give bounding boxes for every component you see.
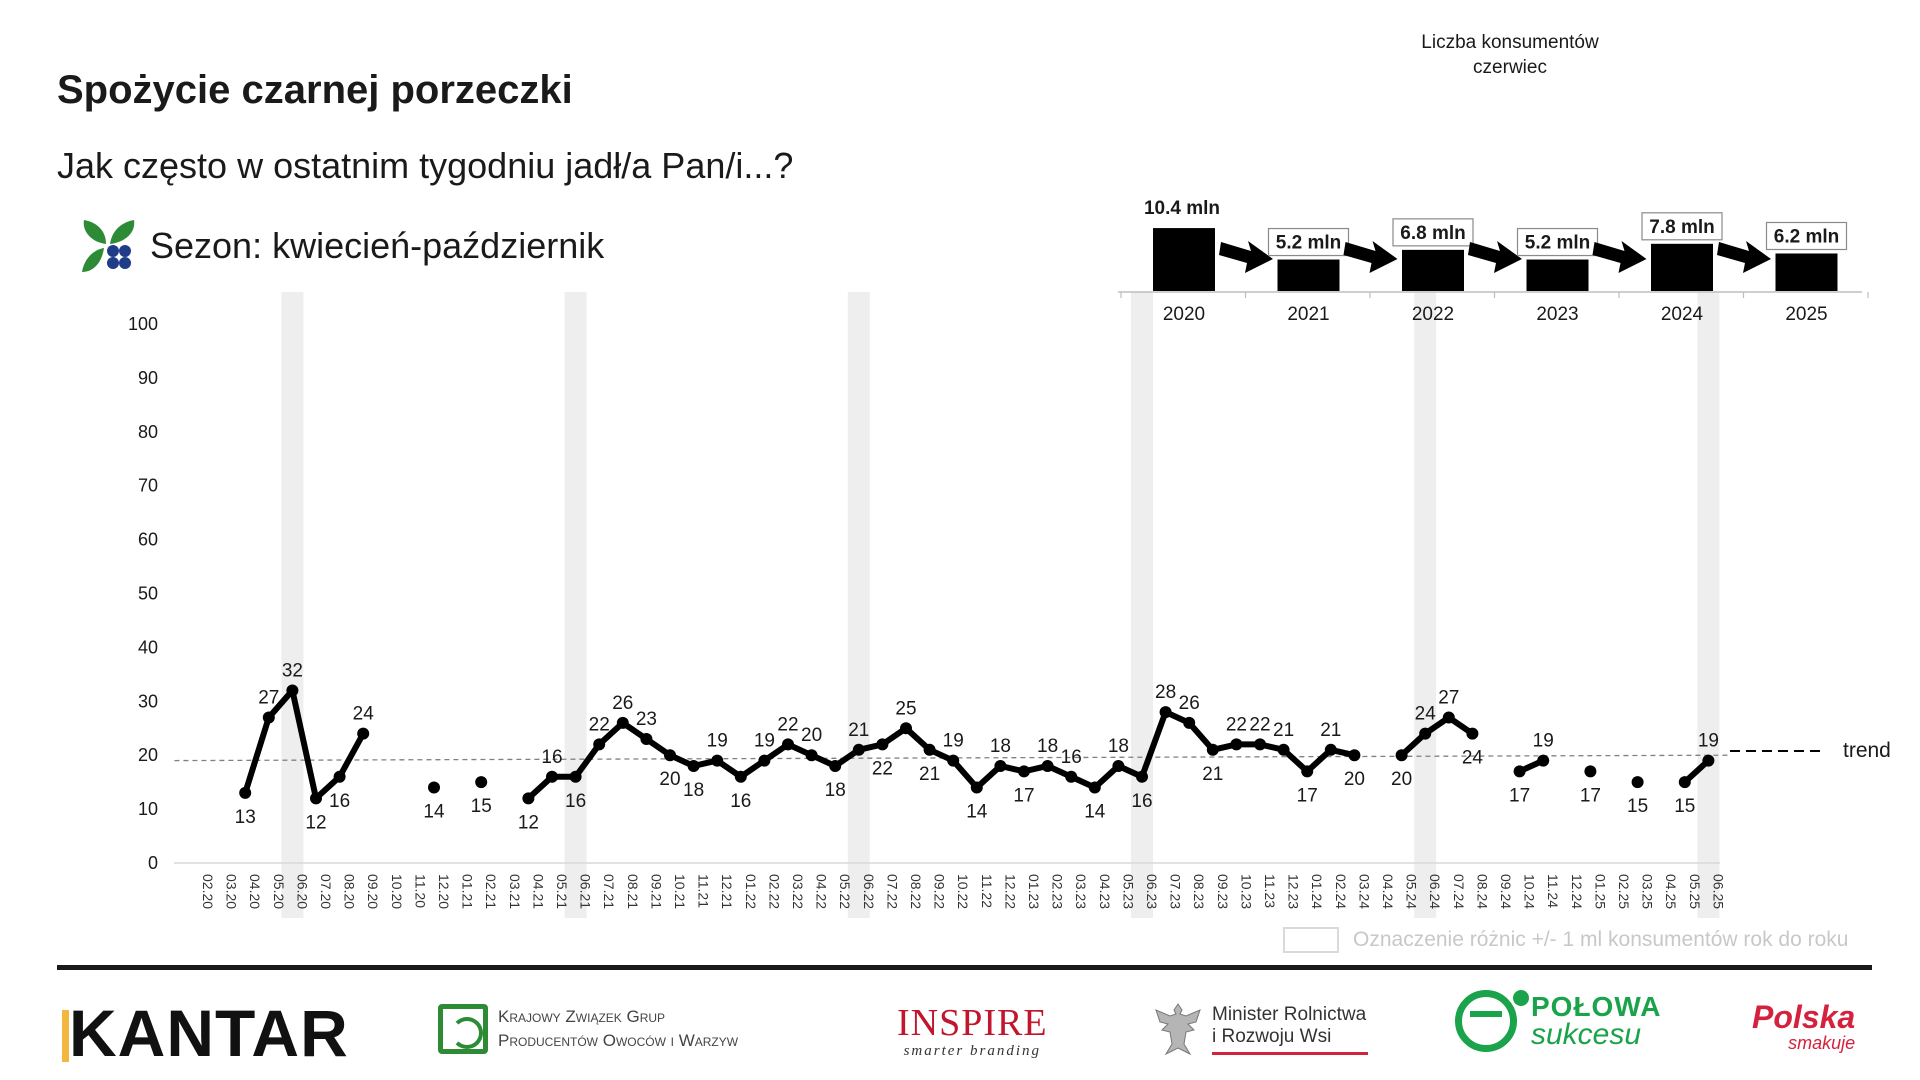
x-tick-label: 02.23	[1049, 874, 1066, 910]
x-tick-label: 06.20	[294, 874, 311, 910]
x-tick-label: 12.23	[1285, 874, 1302, 910]
x-tick-label: 11.20	[412, 874, 429, 908]
top-year-label: 2024	[1660, 304, 1704, 325]
data-label-05.20: 27	[258, 687, 280, 709]
data-point-12.22	[994, 760, 1006, 772]
x-tick-label: 10.23	[1238, 874, 1255, 910]
data-point-03.24	[1348, 749, 1360, 761]
data-point-03.22	[782, 738, 794, 750]
top-value-label: 6.2 mln	[1773, 226, 1840, 248]
minister-line1: Minister Rolnictwa	[1212, 1003, 1367, 1025]
data-labels	[235, 661, 1719, 834]
data-label-02.22: 19	[753, 730, 775, 752]
data-point-10.22	[947, 755, 959, 767]
x-tick-label: 08.20	[341, 874, 358, 910]
data-point-10.24	[1514, 765, 1526, 777]
kantar-logo: KANTAR	[62, 995, 349, 1071]
x-tick-label: 07.23	[1167, 874, 1184, 910]
data-label-01.22: 16	[730, 790, 752, 812]
data-label-05.24: 20	[1391, 769, 1413, 791]
data-label-11.22: 14	[966, 801, 988, 823]
data-label-03.23: 16	[1060, 746, 1082, 768]
y-tick-label: 100	[127, 314, 158, 334]
x-tick-label: 09.20	[365, 874, 382, 910]
x-tick-label: 05.20	[270, 874, 287, 910]
data-label-06.25: 19	[1697, 730, 1719, 752]
data-label-03.24: 20	[1343, 769, 1365, 791]
data-label-09.22: 21	[919, 763, 941, 785]
highlight-band-06.24	[1414, 292, 1436, 918]
x-tick-label: 10.24	[1521, 874, 1538, 910]
data-point-03.23	[1065, 771, 1077, 783]
data-point-05.20	[263, 711, 275, 723]
x-tick-label: 03.22	[790, 874, 806, 910]
top-bar-2024	[1651, 244, 1713, 291]
polowa-line1: POŁOWA	[1531, 991, 1662, 1022]
polska-line2: smakuje	[1788, 1033, 1856, 1053]
x-tick-label: 07.21	[601, 874, 618, 910]
x-tick-label: 01.23	[1026, 874, 1042, 910]
x-tick-label: 05.24	[1403, 874, 1420, 910]
x-tick-label: 03.23	[1073, 874, 1090, 910]
x-tick-label: 04.20	[247, 874, 264, 910]
highlight-band-06.25	[1697, 292, 1719, 918]
x-tick-label: 05.23	[1120, 874, 1137, 910]
data-label-09.20: 24	[352, 703, 374, 725]
minister-logo	[1150, 1000, 1368, 1058]
x-tick-label: 01.22	[742, 874, 759, 910]
top-chart-label-line1: Liczba konsumentów	[1421, 32, 1599, 53]
data-label-07.24: 27	[1438, 687, 1460, 709]
data-point-11.22	[971, 782, 983, 794]
highlight-band-06.22	[848, 292, 870, 918]
top-arrow-icon	[1344, 241, 1398, 273]
x-tick-label: 12.24	[1568, 874, 1585, 910]
data-label-01.24: 17	[1296, 785, 1318, 807]
season-row	[80, 218, 604, 274]
polska-line1: Polska	[1752, 999, 1856, 1035]
difference-legend	[1283, 927, 1848, 953]
data-label-12.20: 14	[423, 801, 445, 823]
data-point-04.21	[522, 792, 534, 804]
y-tick-label: 50	[137, 583, 158, 604]
data-label-10.22: 19	[942, 730, 964, 752]
x-tick-label: 03.20	[223, 874, 240, 910]
season-label: Sezon: kwiecień-październik	[150, 225, 605, 266]
data-label-02.21: 15	[470, 796, 492, 818]
data-point-06.25	[1702, 755, 1714, 767]
data-point-08.20	[334, 771, 346, 783]
x-tick-label: 03.25	[1639, 874, 1656, 910]
top-bar-2023	[1527, 260, 1589, 291]
data-label-11.21: 18	[683, 779, 705, 801]
data-label-07.23: 28	[1155, 682, 1177, 704]
inspire-tagline: smarter branding	[903, 1043, 1041, 1059]
data-point-05.21	[546, 771, 558, 783]
polowa-dot-icon	[1513, 990, 1529, 1006]
top-year-label: 2025	[1785, 304, 1828, 325]
data-point-07.20	[310, 792, 322, 804]
data-label-03.25: 15	[1627, 796, 1649, 818]
x-tick-label: 11.22	[978, 874, 995, 908]
x-tick-label: 04.24	[1380, 874, 1396, 910]
top-bar-chart	[1118, 198, 1868, 325]
data-point-02.22	[758, 755, 770, 767]
x-tick-label: 06.22	[860, 874, 877, 910]
top-arrow-icon	[1468, 241, 1522, 273]
y-tick-label: 80	[137, 421, 158, 442]
data-label-06.23: 16	[1131, 790, 1153, 812]
x-tick-label: 08.23	[1191, 874, 1208, 910]
x-tick-label: 02.22	[766, 874, 783, 910]
data-label-12.23: 21	[1273, 719, 1295, 741]
x-tick-label: 12.21	[719, 874, 736, 910]
data-point-12.20	[428, 782, 440, 794]
x-tick-label: 05.22	[837, 874, 854, 910]
y-tick-label: 10	[137, 799, 158, 820]
data-label-06.24: 24	[1414, 703, 1436, 725]
x-tick-label: 02.20	[200, 874, 216, 910]
page-subtitle: Jak często w ostatnim tygodniu jadł/a Pan/i...?	[57, 145, 794, 186]
data-label-05.25: 15	[1674, 796, 1696, 818]
data-label-08.22: 25	[895, 698, 917, 720]
data-label-04.23: 14	[1084, 801, 1106, 823]
x-tick-label: 12.22	[1002, 874, 1019, 910]
top-arrow-icon	[1717, 241, 1771, 273]
legend-text: Oznaczenie różnic +/- 1 ml konsumentów rok do roku	[1353, 928, 1849, 951]
top-chart-label-line2: czerwiec	[1473, 57, 1547, 78]
x-tick-label: 10.22	[955, 874, 972, 910]
highlight-band-06.23	[1131, 292, 1153, 918]
top-value-label: 5.2 mln	[1275, 232, 1342, 254]
top-value-label: 6.8 mln	[1400, 222, 1466, 244]
data-label-05.21: 16	[541, 746, 563, 768]
top-bar-2022	[1402, 250, 1464, 291]
data-label-10.21: 20	[659, 769, 681, 791]
x-tick-label: 11.21	[695, 874, 712, 908]
x-tick-label: 11.23	[1262, 874, 1278, 908]
data-point-05.22	[829, 760, 841, 772]
y-tick-label: 0	[147, 853, 158, 873]
data-point-02.21	[475, 776, 487, 788]
data-point-08.21	[617, 717, 629, 729]
x-tick-label: 11.24	[1545, 874, 1562, 908]
krajowy-line1: Krajowy Związek Grup	[498, 1007, 666, 1026]
top-bar-2025	[1776, 253, 1838, 291]
x-tick-label: 08.21	[624, 874, 641, 910]
data-label-07.21: 22	[588, 714, 610, 736]
x-tick-label: 03.21	[506, 874, 523, 910]
data-label-08.23: 26	[1178, 692, 1200, 714]
top-bar-2020	[1153, 228, 1215, 291]
x-tick-label: 04.22	[813, 874, 830, 910]
data-point-11.21	[688, 760, 700, 772]
top-chart-label	[1380, 30, 1640, 80]
data-label-04.21: 12	[517, 812, 539, 834]
y-tick-label: 30	[137, 691, 158, 712]
x-tick-label: 01.24	[1309, 874, 1326, 910]
data-label-04.22: 20	[801, 725, 823, 747]
data-point-05.25	[1679, 776, 1691, 788]
data-point-06.23	[1136, 771, 1148, 783]
x-tick-label: 06.23	[1144, 874, 1160, 910]
data-point-02.24	[1325, 744, 1337, 756]
data-point-08.24	[1466, 728, 1478, 740]
x-axis-ticks	[200, 874, 1726, 909]
x-tick-label: 06.24	[1427, 874, 1444, 910]
x-tick-label: 01.21	[459, 874, 476, 910]
krajowy-zwiazek-logo	[438, 1004, 738, 1054]
data-label-01.25: 17	[1579, 785, 1601, 807]
data-label-12.21: 19	[706, 730, 728, 752]
data-point-03.25	[1632, 776, 1644, 788]
data-label-11.24: 19	[1532, 730, 1554, 752]
x-tick-label: 02.24	[1332, 874, 1349, 910]
data-label-05.22: 18	[824, 779, 846, 801]
krajowy-line2: Producentów Owoców i Warzyw	[498, 1031, 739, 1050]
data-point-07.21	[593, 738, 605, 750]
trend-legend-label: trend	[1843, 739, 1891, 762]
x-tick-label: 01.25	[1592, 874, 1609, 910]
x-tick-label: 09.24	[1498, 874, 1514, 910]
data-point-08.22	[900, 722, 912, 734]
y-tick-label: 60	[137, 529, 158, 550]
top-year-label: 2020	[1162, 304, 1206, 325]
x-tick-label: 03.24	[1356, 874, 1373, 910]
data-point-10.21	[664, 749, 676, 761]
y-tick-label: 90	[137, 367, 158, 388]
polowa-line2: sukcesu	[1531, 1018, 1642, 1051]
data-point-11.23	[1254, 738, 1266, 750]
data-label-02.24: 21	[1320, 719, 1342, 741]
x-tick-label: 05.21	[554, 874, 570, 910]
data-points	[239, 685, 1714, 805]
top-value-label: 5.2 mln	[1524, 232, 1591, 254]
data-label-04.20: 13	[234, 806, 256, 828]
top-bar-2021	[1278, 260, 1340, 291]
polowa-sukcesu-logo	[1455, 990, 1661, 1052]
inspire-name: INSPIRE	[897, 1002, 1048, 1044]
data-label-12.22: 18	[989, 735, 1011, 757]
data-point-09.21	[640, 733, 652, 745]
y-tick-label: 20	[137, 745, 158, 766]
data-point-04.22	[806, 749, 818, 761]
data-label-10.23: 22	[1225, 714, 1247, 736]
data-point-10.23	[1230, 738, 1242, 750]
data-label-01.23: 17	[1013, 785, 1035, 807]
leaf-berry-icon	[80, 218, 136, 274]
data-label-09.23: 21	[1202, 763, 1224, 785]
top-year-label: 2022	[1411, 304, 1455, 325]
data-point-12.21	[711, 755, 723, 767]
data-point-09.20	[357, 728, 369, 740]
data-point-06.24	[1419, 728, 1431, 740]
top-arrow-icon	[1219, 241, 1273, 273]
legend-swatch	[1283, 927, 1339, 953]
data-point-05.24	[1396, 749, 1408, 761]
data-point-01.25	[1584, 765, 1596, 777]
data-point-06.20	[286, 685, 298, 697]
x-tick-label: 07.22	[884, 874, 901, 910]
x-tick-label: 04.21	[530, 874, 547, 910]
data-point-08.23	[1183, 717, 1195, 729]
data-point-01.24	[1301, 765, 1313, 777]
x-tick-label: 12.20	[436, 874, 452, 910]
data-point-09.22	[924, 744, 936, 756]
data-label-09.21: 23	[635, 709, 657, 731]
data-label-07.20: 12	[305, 812, 327, 834]
x-tick-label: 07.20	[318, 874, 334, 910]
data-point-07.23	[1160, 706, 1172, 718]
trend-legend	[1730, 739, 1891, 762]
top-value-label: 7.8 mln	[1649, 216, 1715, 238]
y-tick-label: 40	[137, 637, 158, 658]
data-label-10.24: 17	[1509, 785, 1531, 807]
data-label-08.21: 26	[612, 692, 634, 714]
x-tick-label: 05.25	[1686, 874, 1703, 910]
data-label-06.21: 16	[565, 790, 587, 812]
x-tick-label: 10.21	[672, 874, 688, 910]
x-tick-label: 04.25	[1663, 874, 1680, 910]
x-tick-label: 02.21	[483, 874, 500, 910]
data-point-06.22	[853, 744, 865, 756]
data-label-11.23: 22	[1249, 714, 1271, 736]
x-tick-label: 08.22	[908, 874, 924, 910]
x-tick-label: 06.25	[1710, 874, 1727, 910]
polska-smakuje-logo	[1752, 1000, 1855, 1052]
polowa-mark-icon	[1455, 990, 1517, 1052]
eagle-icon	[1150, 1000, 1206, 1058]
x-tick-label: 04.23	[1096, 874, 1113, 910]
y-axis-ticks	[128, 314, 158, 873]
minister-line2: i Rozwoju Wsi	[1212, 1025, 1332, 1047]
data-point-07.24	[1443, 711, 1455, 723]
top-value-label: 10.4 mln	[1143, 198, 1221, 220]
krajowy-mark-icon	[438, 1004, 488, 1054]
data-label-03.22: 22	[777, 714, 799, 736]
data-point-01.23	[1018, 765, 1030, 777]
x-tick-label: 10.20	[388, 874, 405, 910]
data-point-01.22	[735, 771, 747, 783]
y-tick-label: 70	[137, 475, 158, 496]
top-year-label: 2023	[1536, 304, 1579, 325]
x-tick-label: 09.22	[931, 874, 948, 910]
data-label-05.23: 18	[1107, 735, 1129, 757]
x-tick-label: 06.21	[577, 874, 594, 910]
data-point-04.23	[1089, 782, 1101, 794]
data-label-08.24: 24	[1461, 747, 1483, 769]
data-point-04.20	[239, 787, 251, 799]
data-label-06.22: 21	[848, 719, 870, 741]
data-point-07.22	[876, 738, 888, 750]
data-label-02.23: 18	[1037, 735, 1059, 757]
data-label-06.20: 32	[281, 660, 303, 682]
data-point-09.23	[1207, 744, 1219, 756]
x-tick-label: 08.24	[1474, 874, 1491, 910]
top-year-label: 2021	[1287, 304, 1330, 325]
top-arrow-icon	[1593, 241, 1647, 273]
highlight-band-06.21	[565, 292, 587, 918]
inspire-logo	[897, 1003, 1048, 1060]
data-label-07.22: 22	[871, 758, 893, 780]
page-title: Spożycie czarnej porzeczki	[57, 68, 573, 112]
data-point-11.24	[1537, 755, 1549, 767]
data-point-05.23	[1112, 760, 1124, 772]
highlight-bands	[281, 292, 1719, 918]
data-point-12.23	[1278, 744, 1290, 756]
footer-divider	[57, 965, 1872, 970]
x-tick-label: 07.24	[1450, 874, 1467, 910]
x-tick-label: 09.21	[648, 874, 665, 910]
data-point-06.21	[570, 771, 582, 783]
data-label-08.20: 16	[329, 790, 351, 812]
x-tick-label: 02.25	[1616, 874, 1632, 910]
data-point-02.23	[1042, 760, 1054, 772]
x-tick-label: 09.23	[1214, 874, 1231, 910]
highlight-band-06.20	[281, 292, 303, 918]
